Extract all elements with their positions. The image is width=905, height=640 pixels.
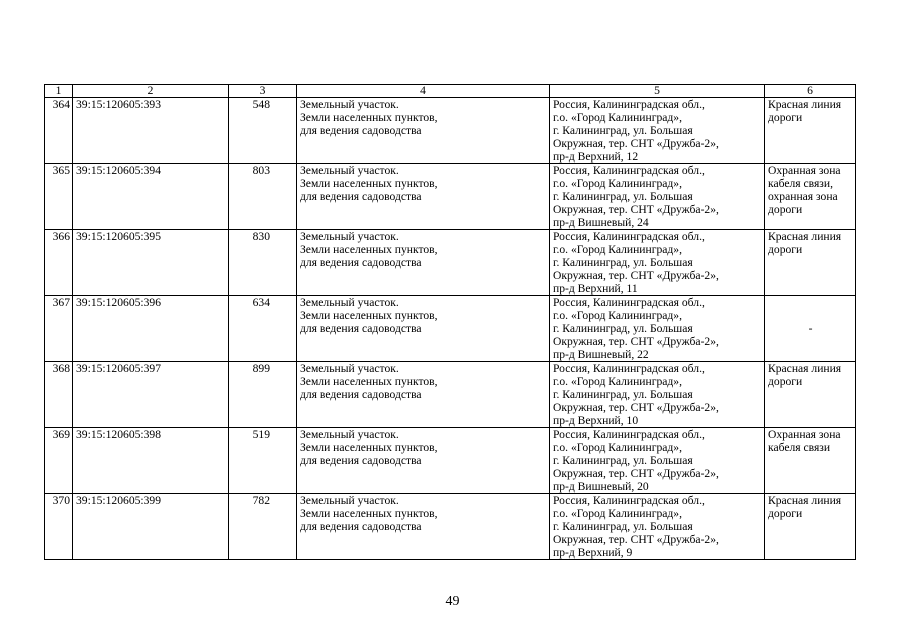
plot-description-line: для ведения садоводства xyxy=(300,388,422,401)
plot-address-line: пр-д Верхний, 11 xyxy=(553,282,638,295)
plot-description-line: Земельный участок. xyxy=(300,164,399,177)
plot-address xyxy=(550,428,765,494)
plot-address-line: г. Калининград, ул. Большая xyxy=(553,322,693,335)
plot-description-line: Земли населенных пунктов, xyxy=(300,441,438,454)
plot-restriction xyxy=(765,98,856,164)
plot-address xyxy=(550,98,765,164)
plot-address-line: пр-д Вишневый, 22 xyxy=(553,348,649,361)
table-row xyxy=(45,230,856,296)
column-number: 2 xyxy=(73,85,229,98)
plot-description-line: Земельный участок. xyxy=(300,296,399,309)
plot-address-line: г. Калининград, ул. Большая xyxy=(553,388,693,401)
plot-description xyxy=(297,428,550,494)
plot-address-line: Окружная, тер. СНТ «Дружба-2», xyxy=(553,401,719,414)
plot-description-line: Земельный участок. xyxy=(300,362,399,375)
column-number: 3 xyxy=(229,85,297,98)
plot-restriction-line: дороги xyxy=(768,507,803,520)
plot-restriction-line: Красная линия xyxy=(768,98,842,111)
plot-area: 899 xyxy=(229,362,297,428)
plot-address-line: г.о. «Город Калининград», xyxy=(553,507,682,520)
table-row xyxy=(45,296,856,362)
cadastral-number: 39:15:120605:393 xyxy=(73,98,229,164)
plot-restriction xyxy=(765,164,856,230)
plot-address-line: Россия, Калининградская обл., xyxy=(553,296,705,309)
plot-restriction-line: Охранная зона xyxy=(768,164,841,177)
plot-address-line: Россия, Калининградская обл., xyxy=(553,494,705,507)
plot-area: 782 xyxy=(229,494,297,560)
plot-address-line: Окружная, тер. СНТ «Дружба-2», xyxy=(553,269,719,282)
column-number-row xyxy=(45,85,856,98)
plot-area: 548 xyxy=(229,98,297,164)
plot-address-line: г.о. «Город Калининград», xyxy=(553,243,682,256)
plot-address xyxy=(550,164,765,230)
plot-address xyxy=(550,296,765,362)
plot-area: 634 xyxy=(229,296,297,362)
row-number: 370 xyxy=(45,494,73,560)
land-plots-table xyxy=(44,84,856,560)
table-row xyxy=(45,428,856,494)
plot-description-line: Земельный участок. xyxy=(300,494,399,507)
plot-address-line: г.о. «Город Калининград», xyxy=(553,111,682,124)
plot-restriction xyxy=(765,362,856,428)
page-number: 49 xyxy=(445,594,460,609)
table-row xyxy=(45,494,856,560)
row-number: 369 xyxy=(45,428,73,494)
plot-description-line: для ведения садоводства xyxy=(300,256,422,269)
plot-description-line: для ведения садоводства xyxy=(300,454,422,467)
plot-description-line: Земли населенных пунктов, xyxy=(300,507,438,520)
plot-address-line: г. Калининград, ул. Большая xyxy=(553,454,693,467)
row-number: 366 xyxy=(45,230,73,296)
plot-address-line: г.о. «Город Калининград», xyxy=(553,375,682,388)
plot-address-line: Окружная, тер. СНТ «Дружба-2», xyxy=(553,467,719,480)
plot-address-line: г. Калининград, ул. Большая xyxy=(553,520,693,533)
plot-restriction-line: - xyxy=(808,322,813,335)
plot-address-line: Россия, Калининградская обл., xyxy=(553,362,705,375)
row-number: 367 xyxy=(45,296,73,362)
plot-description xyxy=(297,164,550,230)
plot-description-line: для ведения садоводства xyxy=(300,520,422,533)
plot-description-line: Земли населенных пунктов, xyxy=(300,309,438,322)
plot-description-line: Земли населенных пунктов, xyxy=(300,243,438,256)
plot-description xyxy=(297,362,550,428)
table-row xyxy=(45,362,856,428)
plot-restriction-line: кабеля связи, xyxy=(768,177,833,190)
table-row xyxy=(45,164,856,230)
plot-description-line: Земли населенных пунктов, xyxy=(300,111,438,124)
plot-address-line: пр-д Верхний, 10 xyxy=(553,414,639,427)
plot-description xyxy=(297,98,550,164)
plot-restriction-line: кабеля связи xyxy=(768,441,831,454)
plot-restriction-line: дороги xyxy=(768,243,803,256)
plot-area: 803 xyxy=(229,164,297,230)
plot-address-line: Россия, Калининградская обл., xyxy=(553,428,705,441)
plot-description-line: Земельный участок. xyxy=(300,428,399,441)
plot-address-line: пр-д Вишневый, 24 xyxy=(553,216,649,229)
plot-restriction-line: дороги xyxy=(768,375,803,388)
plot-address-line: Окружная, тер. СНТ «Дружба-2», xyxy=(553,533,719,546)
table-body xyxy=(45,85,856,560)
plot-description xyxy=(297,296,550,362)
plot-address-line: Окружная, тер. СНТ «Дружба-2», xyxy=(553,335,719,348)
table-row xyxy=(45,98,856,164)
plot-address xyxy=(550,494,765,560)
plot-address-line: пр-д Верхний, 12 xyxy=(553,150,639,163)
plot-address-line: г.о. «Город Калининград», xyxy=(553,309,682,322)
plot-address-line: г. Калининград, ул. Большая xyxy=(553,124,693,137)
row-number: 365 xyxy=(45,164,73,230)
cadastral-number: 39:15:120605:399 xyxy=(73,494,229,560)
row-number: 368 xyxy=(45,362,73,428)
cadastral-number: 39:15:120605:395 xyxy=(73,230,229,296)
plot-address-line: Окружная, тер. СНТ «Дружба-2», xyxy=(553,203,719,216)
plot-restriction-line: дороги xyxy=(768,203,803,216)
plot-description-line: Земли населенных пунктов, xyxy=(300,375,438,388)
cadastral-number: 39:15:120605:397 xyxy=(73,362,229,428)
plot-restriction-line: Красная линия xyxy=(768,494,842,507)
plot-address-line: пр-д Вишневый, 20 xyxy=(553,480,649,493)
row-number: 364 xyxy=(45,98,73,164)
plot-restriction-line: охранная зона xyxy=(768,190,838,203)
plot-area: 519 xyxy=(229,428,297,494)
plot-address-line: пр-д Верхний, 9 xyxy=(553,546,633,559)
plot-description-line: Земли населенных пунктов, xyxy=(300,177,438,190)
plot-restriction xyxy=(765,230,856,296)
plot-restriction-line: Красная линия xyxy=(768,362,842,375)
plot-description-line: для ведения садоводства xyxy=(300,190,422,203)
plot-address xyxy=(550,362,765,428)
plot-description-line: для ведения садоводства xyxy=(300,322,422,335)
plot-address-line: Россия, Калининградская обл., xyxy=(553,230,705,243)
plot-area: 830 xyxy=(229,230,297,296)
plot-address-line: г.о. «Город Калининград», xyxy=(553,441,682,454)
plot-restriction xyxy=(765,494,856,560)
plot-restriction-line: Охранная зона xyxy=(768,428,841,441)
plot-restriction-line: дороги xyxy=(768,111,803,124)
column-number: 4 xyxy=(297,85,550,98)
plot-description xyxy=(297,494,550,560)
plot-address-line: Россия, Калининградская обл., xyxy=(553,164,705,177)
column-number: 6 xyxy=(765,85,856,98)
cadastral-number: 39:15:120605:394 xyxy=(73,164,229,230)
plot-restriction xyxy=(765,428,856,494)
plot-description-line: Земельный участок. xyxy=(300,98,399,111)
plot-restriction xyxy=(765,296,856,362)
plot-description-line: Земельный участок. xyxy=(300,230,399,243)
plot-description-line: для ведения садоводства xyxy=(300,124,422,137)
column-number: 5 xyxy=(550,85,765,98)
cadastral-number: 39:15:120605:396 xyxy=(73,296,229,362)
plot-address-line: Окружная, тер. СНТ «Дружба-2», xyxy=(553,137,719,150)
plot-address-line: г. Калининград, ул. Большая xyxy=(553,190,693,203)
column-number: 1 xyxy=(45,85,73,98)
plot-address-line: г. Калининград, ул. Большая xyxy=(553,256,693,269)
cadastral-number: 39:15:120605:398 xyxy=(73,428,229,494)
plot-address-line: Россия, Калининградская обл., xyxy=(553,98,705,111)
plot-description xyxy=(297,230,550,296)
plot-address xyxy=(550,230,765,296)
plot-address-line: г.о. «Город Калининград», xyxy=(553,177,682,190)
plot-restriction-line: Красная линия xyxy=(768,230,842,243)
